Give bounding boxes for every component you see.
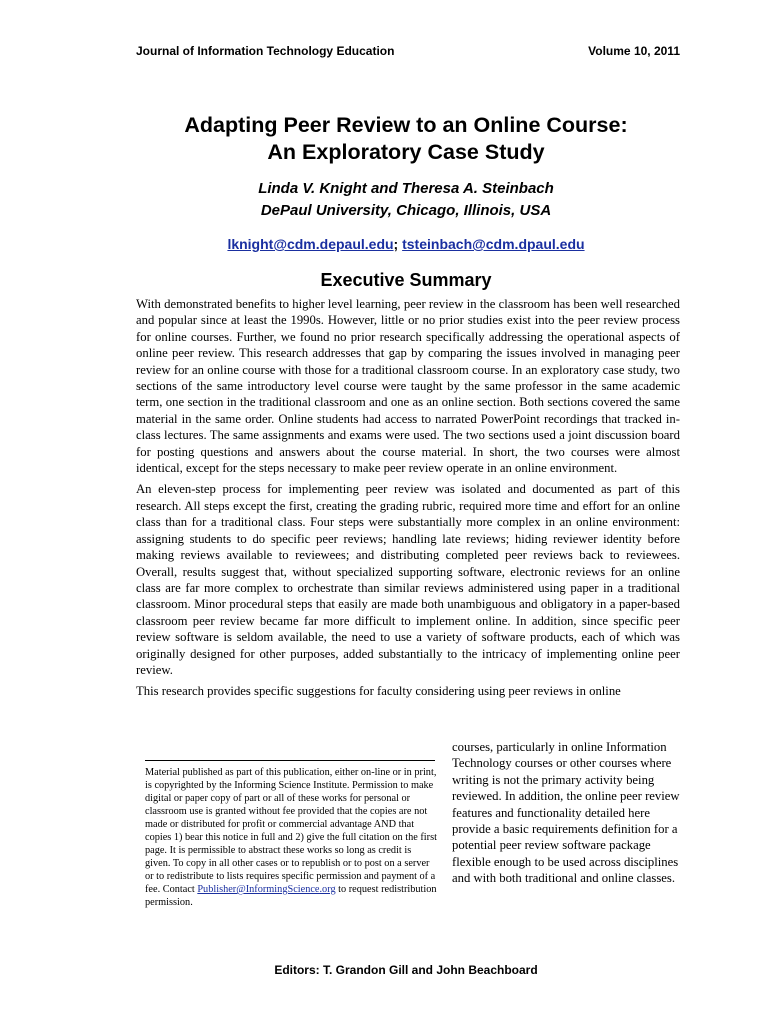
- email-link-steinbach[interactable]: tsteinbach@cdm.dpaul.edu: [402, 236, 585, 252]
- editors-footer: Editors: T. Grandon Gill and John Beachboard: [274, 963, 538, 977]
- volume-label: Volume 10, 2011: [588, 44, 680, 58]
- executive-summary: [136, 296, 680, 705]
- author-names: Linda V. Knight and Theresa A. Steinbach: [258, 180, 554, 197]
- title-line-1: Adapting Peer Review to an Online Course:: [184, 113, 628, 137]
- email-separator: ;: [393, 236, 399, 252]
- author-emails: [100, 236, 712, 252]
- copyright-footnote: [145, 766, 437, 909]
- paragraph-3-wrap: courses, particularly in online Information Technology courses or other courses where writing is not the primary activity being reviewed. In addition, the online peer review features and functionality detailed here provide a basic requirements definition for a potential peer review software package flexible enough to be used across disciplines and with both traditional and online classes.: [452, 740, 680, 886]
- journal-name: Journal of Information Technology Education: [136, 44, 395, 58]
- running-header: [136, 44, 680, 58]
- paragraph-3-start: This research provides specific suggestions for faculty considering using peer reviews in online: [136, 684, 621, 699]
- email-link-knight[interactable]: lknight@cdm.depaul.edu: [227, 236, 394, 252]
- footnote-divider: [145, 760, 435, 761]
- author-block: [100, 178, 712, 222]
- author-affiliation: DePaul University, Chicago, Illinois, USA: [260, 202, 552, 219]
- publisher-email-link[interactable]: Publisher@InformingScience.org: [197, 884, 336, 895]
- paper-title: [100, 112, 712, 166]
- paragraph-2: An eleven-step process for implementing peer review was isolated and documented as part of this research. All steps except the first, creating the grading rubric, required more time and effort for an online class than for a traditional class. Four steps were substantially more complex in an online environment: assigning students to do specific peer reviews; handling late reviews; hiding reviewer identity before making reviews available to reviewees; and distributing completed peer reviews back to reviewees. Overall, results suggest that, without specialized supporting software, electronic reviews for an online class are far more complex to orchestrate than similar reviews administered using paper in a traditional classroom. Minor procedural steps that easily are made both unambiguous and obligatory in a paper-based classroom peer review became far more difficult to implement online. In addition, since specific peer review software is seldom available, the need to use a variety of software products, each of which was originally designed for other purposes, added substantially to the intricacy of implementing online peer review.: [136, 482, 680, 677]
- section-heading: Executive Summary: [320, 270, 492, 290]
- footnote-text: Material published as part of this publication, either on-line or in print, is copyrighted by the Informing Science Institute. Permission to make digital or paper copy of part or all of these works for personal or classroom use is granted without fee provided that the copies are not made or distributed for profit or commercial advantage AND that copies 1) bear this notice in full and 2) give the full citation on the first page. It is permissible to abstract these works so long as credit is given. To copy in all other cases or to republish or to post on a server or to redistribute to lists requires specific permission and payment of a fee. Contact: [145, 767, 437, 895]
- paragraph-1: With demonstrated benefits to higher level learning, peer review in the classroom has been well researched and popular since at least the 1990s. However, little or no prior studies exist into the peer review process for online courses. Further, we found no prior research specifically addressing the operational aspects of online peer review. This research addresses that gap by comparing the issues involved in managing peer review for an online course with those for a traditional classroom course. In an exploratory case study, two sections of the same introductory level course were taught by the same professor in the same academic term, one section in the traditional classroom and one as an online section. Both sections covered the same material in the same order. Online students had access to narrated PowerPoint recordings that tracked in-class lectures. The same assignments and exams were used. The two sections used a joint discussion board for posting questions and answers about the course material. In short, the two courses were almost identical, except for the steps necessary to make peer review operate in an online environment.: [136, 297, 680, 476]
- title-line-2: An Exploratory Case Study: [267, 140, 545, 164]
- footnote-suffix: to request redistribution permission.: [145, 884, 437, 908]
